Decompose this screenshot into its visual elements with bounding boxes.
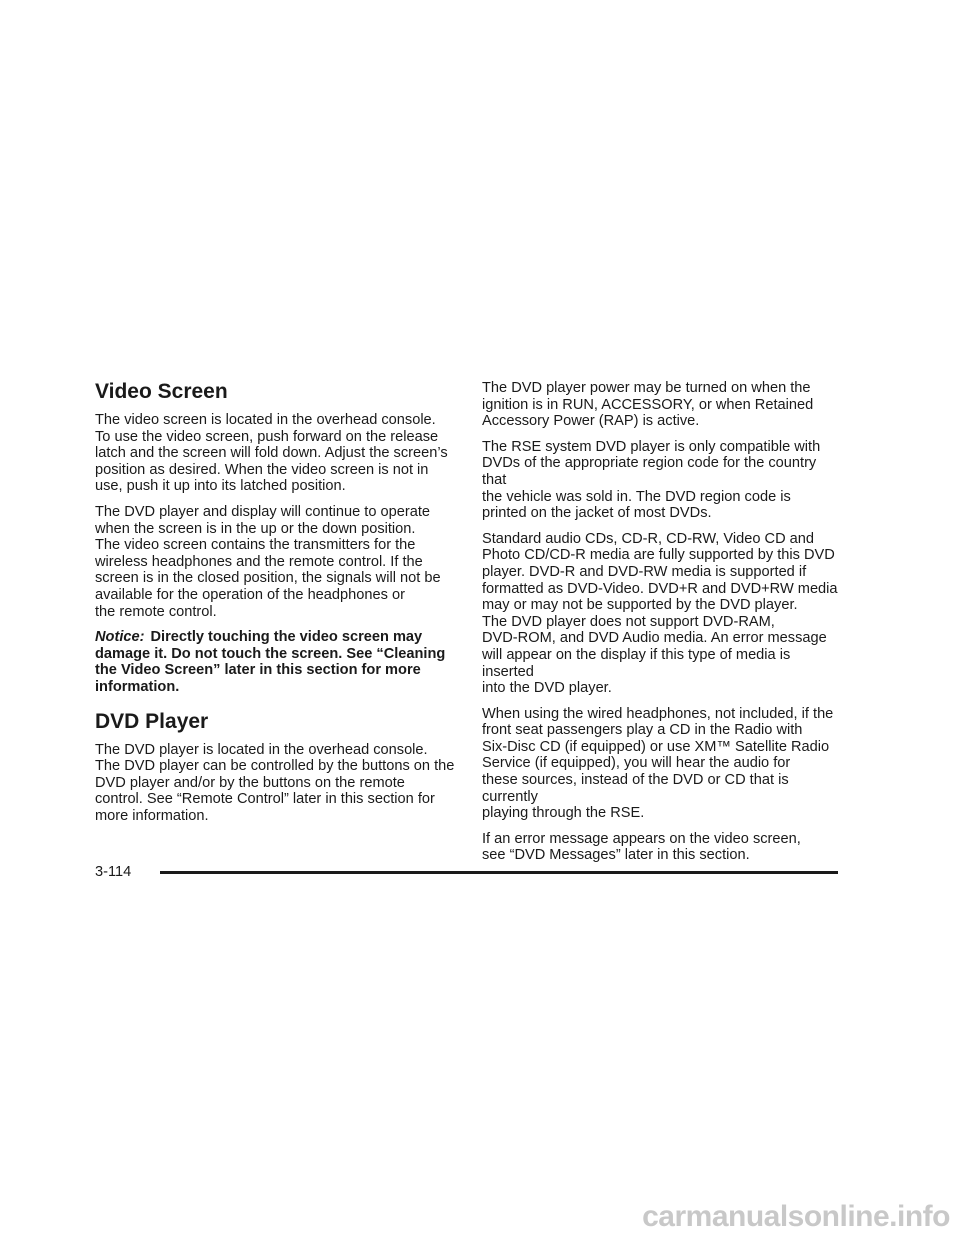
notice-label: Notice: [95, 629, 145, 646]
right-column [482, 380, 844, 873]
paragraph-dvd-display-operation: The DVD player and display will continue to operate when the screen is in the up or the down position. The video screen contains the transmitters for the wireless headphones and the remote control. If the screen is in the closed position, the signals will not be available for the operation of the headphones or the remote control. [95, 503, 441, 620]
watermark: carmanualsonline.info [642, 1200, 950, 1233]
heading-dvd-player: DVD Player [95, 709, 209, 733]
footer-rule [160, 871, 838, 874]
left-column [95, 380, 455, 833]
paragraph-wired-headphones: When using the wired headphones, not included, if the front seat passengers play a CD in the Radio with Six-Disc CD (if equipped) or use XM™ Satellite Radio Service (if equipped), you will hear the audio for these sources, instead of the DVD or CD that is currently playing through the RSE. [482, 705, 834, 822]
heading-video-screen: Video Screen [95, 380, 228, 403]
paragraph-dvd-power: The DVD player power may be turned on when the ignition is in RUN, ACCESSORY, or when Retained Accessory Power (RAP) is active. [482, 380, 814, 430]
notice-paragraph [95, 629, 455, 695]
paragraph-error-message: If an error message appears on the video screen, see “DVD Messages” later in this section. [482, 830, 801, 864]
paragraph-dvd-player-location: The DVD player is located in the overhead console. The DVD player can be controlled by the buttons on the DVD player and/or by the buttons on the remote control. See “Remote Control” later in this section for more information. [95, 741, 455, 824]
paragraph-region-code: The RSE system DVD player is only compatible with DVDs of the appropriate region code for the country that the vehicle was sold in. The DVD region code is printed on the jacket of most DVDs. [482, 438, 821, 522]
page-number: 3-114 [95, 864, 132, 880]
paragraph-supported-media: Standard audio CDs, CD-R, CD-RW, Video CD and Photo CD/CD-R media are fully supported by this DVD player. DVD-R and DVD-RW media is supported if formatted as DVD-Video. DVD+R and DVD+RW media may or may not be supported by the DVD player. The DVD player does not support DVD-RAM, DVD-ROM, and DVD Audio media. An error message will appear on the display if this type of media is inserted into the DVD player. [482, 530, 838, 697]
paragraph-video-screen-location: The video screen is located in the overhead console. To use the video screen, push forward on the release latch and the screen will fold down. Adjust the screen’s position as desired. When the video screen is not in use, push it up into its latched position. [95, 412, 448, 495]
notice-text: Directly touching the video screen may damage it. Do not touch the screen. See “Cleaning the Video Screen” later in this section for more information. [95, 629, 446, 695]
